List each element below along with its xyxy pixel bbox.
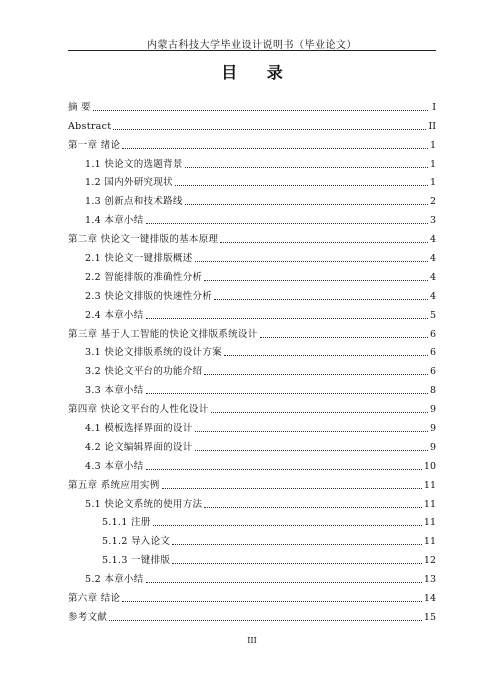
toc-entry[interactable]: [68, 435, 436, 454]
header-rule: [68, 50, 436, 51]
toc-entry[interactable]: [68, 473, 436, 492]
toc-entry-page: 6: [429, 347, 436, 359]
toc-entry-page: 5: [429, 309, 436, 321]
toc-entry-page: 9: [429, 423, 436, 435]
toc-entry-label: 参考文献: [68, 611, 108, 623]
toc-entry-label: 1.3 创新点和技术路线: [85, 196, 183, 208]
toc-entry[interactable]: [68, 208, 436, 227]
toc-entry-label: 第二章 快论文一键排版的基本原理: [68, 234, 219, 246]
toc-leader-dots: [175, 184, 428, 186]
page-title: 目 录: [221, 63, 295, 82]
toc-leader-dots: [146, 581, 422, 583]
toc-entry-page: 11: [423, 517, 436, 529]
toc-entry-label: 5.1 快论文系统的使用方法: [85, 498, 203, 510]
toc-leader-dots: [195, 260, 428, 262]
toc-entry[interactable]: [68, 284, 436, 303]
toc-entry[interactable]: [68, 246, 436, 265]
toc-entry-label: 4.3 本章小结: [85, 460, 144, 472]
toc-entry[interactable]: [68, 529, 436, 548]
toc-entry-label: 5.1.3 一键排版: [102, 555, 171, 567]
toc-entry-label: 1.2 国内外研究现状: [85, 177, 173, 189]
toc-entry-page: II: [428, 120, 436, 132]
toc-entry[interactable]: [68, 454, 436, 473]
toc-entry[interactable]: [68, 567, 436, 586]
toc-entry-label: 2.2 智能排版的准确性分析: [85, 271, 203, 283]
toc-leader-dots: [109, 619, 422, 621]
toc-leader-dots: [211, 411, 428, 413]
table-of-contents: [68, 95, 436, 624]
toc-leader-dots: [204, 279, 428, 281]
toc-entry-label: 3.3 本章小结: [85, 385, 144, 397]
toc-leader-dots: [220, 241, 428, 243]
toc-leader-dots: [224, 354, 428, 356]
toc-leader-dots: [185, 166, 428, 168]
toc-leader-dots: [113, 128, 426, 130]
toc-entry-page: 14: [423, 593, 436, 605]
toc-entry-label: 3.2 快论文平台的功能介绍: [85, 366, 203, 378]
toc-entry[interactable]: [68, 359, 436, 378]
toc-entry-page: 4: [429, 290, 436, 302]
toc-entry[interactable]: [68, 265, 436, 284]
toc-entry-label: 2.3 快论文排版的快速性分析: [85, 290, 213, 302]
toc-entry[interactable]: [68, 171, 436, 190]
toc-entry-page: 6: [429, 328, 436, 340]
page-header: 内蒙古科技大学毕业设计说明书（毕业论文）: [147, 40, 357, 51]
toc-entry-page: 1: [429, 139, 436, 151]
toc-entry-page: 9: [429, 404, 436, 416]
toc-entry-label: 第四章 快论文平台的人性化设计: [68, 404, 209, 416]
toc-entry-label: 4.1 模板选择界面的设计: [85, 423, 193, 435]
toc-entry-label: 第一章 绪论: [68, 139, 121, 151]
toc-leader-dots: [122, 600, 422, 602]
toc-leader-dots: [153, 524, 422, 526]
toc-entry-page: 2: [429, 196, 436, 208]
toc-entry[interactable]: [68, 133, 436, 152]
toc-entry-label: 3.1 快论文排版系统的设计方案: [85, 347, 222, 359]
toc-entry-label: 5.1.2 导入论文: [102, 536, 171, 548]
toc-entry[interactable]: [68, 511, 436, 530]
toc-entry-page: 1: [429, 177, 436, 189]
toc-leader-dots: [214, 298, 428, 300]
toc-entry-label: 第五章 系统应用实例: [68, 479, 160, 491]
toc-leader-dots: [162, 487, 422, 489]
toc-leader-dots: [204, 373, 428, 375]
toc-entry-page: I: [432, 101, 436, 113]
toc-leader-dots: [204, 506, 422, 508]
toc-entry[interactable]: [68, 189, 436, 208]
toc-entry-label: 4.2 论文编辑界面的设计: [85, 441, 193, 453]
toc-entry-page: 9: [429, 441, 436, 453]
toc-entry[interactable]: [68, 114, 436, 133]
toc-entry[interactable]: [68, 152, 436, 171]
toc-entry[interactable]: [68, 341, 436, 360]
toc-entry-page: 4: [429, 234, 436, 246]
toc-entry[interactable]: [68, 397, 436, 416]
toc-entry-page: 6: [429, 366, 436, 378]
toc-entry-page: 12: [423, 555, 436, 567]
toc-leader-dots: [172, 562, 422, 564]
toc-entry-page: 8: [429, 385, 436, 397]
toc-leader-dots: [93, 109, 428, 111]
toc-entry[interactable]: [68, 416, 436, 435]
toc-entry[interactable]: [68, 605, 436, 624]
toc-leader-dots: [146, 468, 422, 470]
toc-leader-dots: [146, 222, 428, 224]
toc-entry[interactable]: [68, 303, 436, 322]
page-number: III: [247, 636, 257, 645]
toc-entry-label: 第三章 基于人工智能的快论文排版系统设计: [68, 328, 258, 340]
toc-entry-label: 5.2 本章小结: [85, 574, 144, 586]
toc-entry-label: 2.4 本章小结: [85, 309, 144, 321]
toc-leader-dots: [185, 203, 428, 205]
toc-entry-label: 2.1 快论文一键排版概述: [85, 253, 193, 265]
toc-entry[interactable]: [68, 586, 436, 605]
toc-entry[interactable]: [68, 227, 436, 246]
toc-entry-page: 4: [429, 271, 436, 283]
toc-entry-page: 4: [429, 253, 436, 265]
toc-entry-page: 11: [423, 479, 436, 491]
toc-leader-dots: [195, 430, 428, 432]
toc-entry[interactable]: [68, 548, 436, 567]
toc-entry-label: 第六章 结论: [68, 593, 121, 605]
toc-leader-dots: [146, 392, 428, 394]
toc-entry-page: 3: [429, 215, 436, 227]
toc-entry[interactable]: [68, 322, 436, 341]
toc-leader-dots: [260, 336, 428, 338]
toc-entry-page: 10: [423, 460, 436, 472]
toc-entry[interactable]: [68, 492, 436, 511]
toc-leader-dots: [146, 317, 428, 319]
toc-entry-label: 5.1.1 注册: [102, 517, 151, 529]
toc-entry[interactable]: [68, 95, 436, 114]
toc-entry-page: 11: [423, 536, 436, 548]
toc-entry-page: 15: [423, 611, 436, 623]
toc-entry-label: Abstract: [68, 120, 112, 132]
toc-entry-label: 1.1 快论文的选题背景: [85, 158, 183, 170]
toc-entry-label: 摘 要: [68, 101, 91, 113]
toc-entry-page: 11: [423, 498, 436, 510]
toc-entry-page: 1: [429, 158, 436, 170]
toc-entry[interactable]: [68, 378, 436, 397]
toc-entry-label: 1.4 本章小结: [85, 215, 144, 227]
toc-leader-dots: [195, 449, 428, 451]
toc-leader-dots: [122, 147, 428, 149]
toc-leader-dots: [172, 543, 422, 545]
toc-entry-page: 13: [423, 574, 436, 586]
